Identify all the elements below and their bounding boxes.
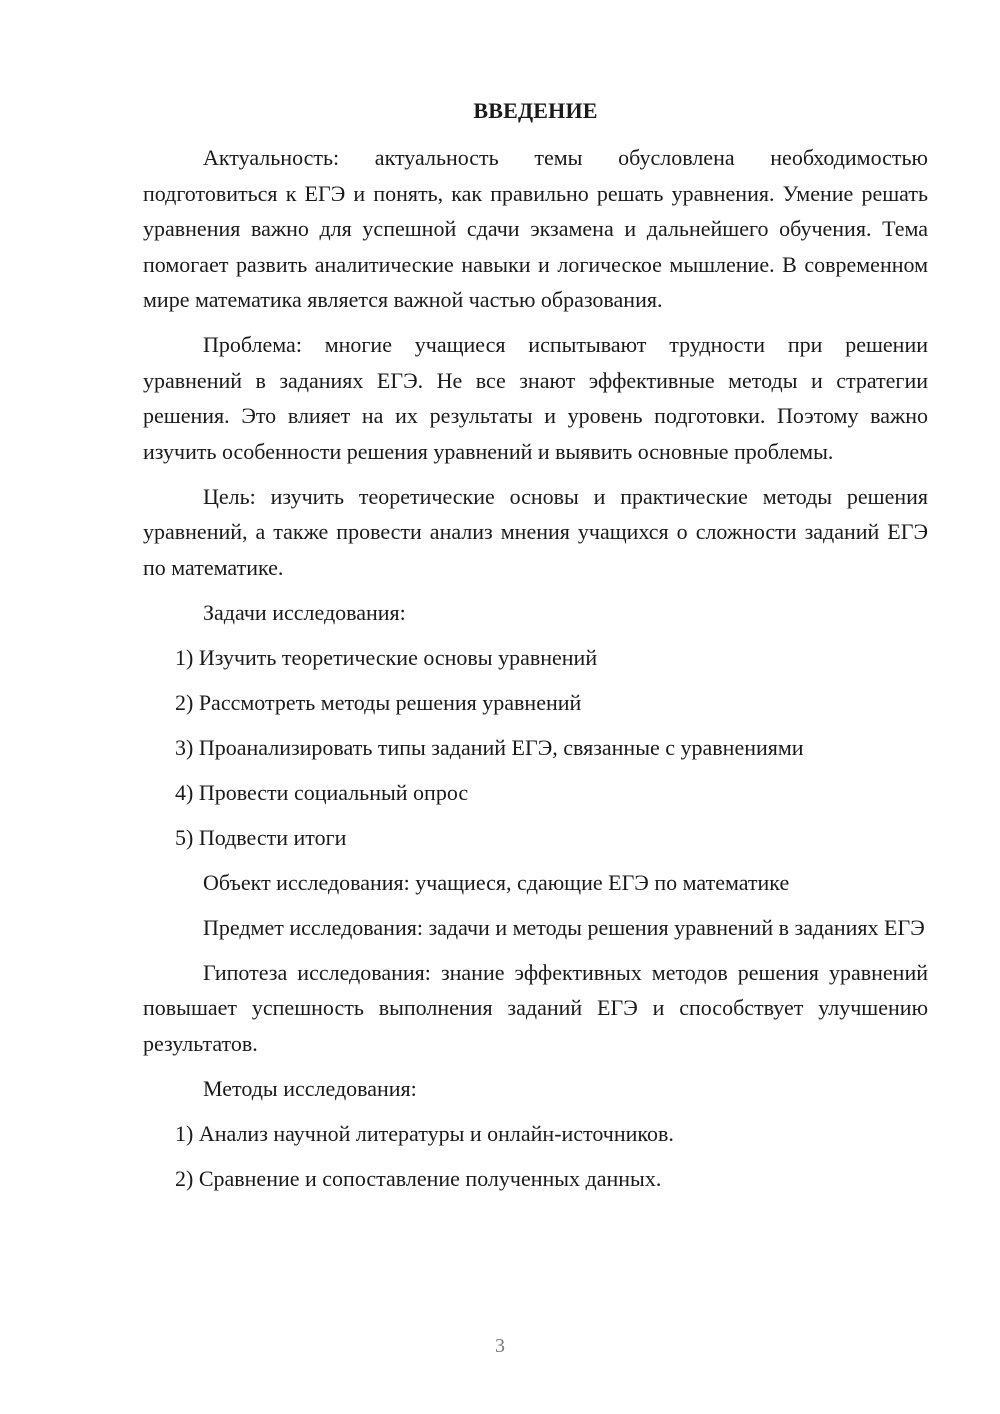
object-paragraph: Объект исследования: учащиеся, сдающие ЕГЭ по математике [203, 869, 790, 895]
methods-heading: Методы исследования: [203, 1075, 417, 1101]
task-item-4: 4) Провести социальный опрос [175, 779, 469, 805]
page-content [143, 94, 928, 1206]
methods-list [143, 1116, 928, 1197]
task-item-5: 5) Подвести итоги [175, 824, 347, 850]
tasks-heading: Задачи исследования: [203, 599, 406, 625]
tasks-list [143, 640, 928, 856]
page-number: 3 [495, 1335, 505, 1357]
task-item-1: 1) Изучить теоретические основы уравнений [175, 644, 598, 670]
problem-paragraph: Проблема: многие учащиеся испытывают трудности при решении уравнений в заданиях ЕГЭ. Не все знают эффективные методы и стратегии решения. Это влияет на их результаты и уровень подготовки. Поэтому важно изучить особенности решения уравнений и выявить основные проблемы. [143, 332, 928, 464]
section-title: ВВЕДЕНИЕ [473, 98, 598, 123]
relevance-paragraph: Актуальность: актуальность темы обусловлена необходимостью подготовиться к ЕГЭ и понять, как правильно решать уравнения. Умение решать уравнения важно для успешной сдачи экзамена и дальнейшего обучения. Тема помогает развить аналитические навыки и логическое мышление. В современном мире математика является важной частью образования. [143, 145, 928, 312]
goal-paragraph: Цель: изучить теоретические основы и практические методы решения уравнений, а также провести анализ мнения учащихся о сложности заданий ЕГЭ по математике. [143, 483, 928, 580]
method-item-1: 1) Анализ научной литературы и онлайн-источников. [175, 1120, 674, 1146]
task-item-2: 2) Рассмотреть методы решения уравнений [175, 689, 582, 715]
subject-paragraph: Предмет исследования: задачи и методы решения уравнений в заданиях ЕГЭ [203, 914, 925, 940]
hypothesis-paragraph: Гипотеза исследования: знание эффективных методов решения уравнений повышает успешность выполнения заданий ЕГЭ и способствует улучшению результатов. [143, 959, 928, 1056]
method-item-2: 2) Сравнение и сопоставление полученных данных. [175, 1165, 662, 1191]
task-item-3: 3) Проанализировать типы заданий ЕГЭ, связанные с уравнениями [175, 734, 804, 760]
